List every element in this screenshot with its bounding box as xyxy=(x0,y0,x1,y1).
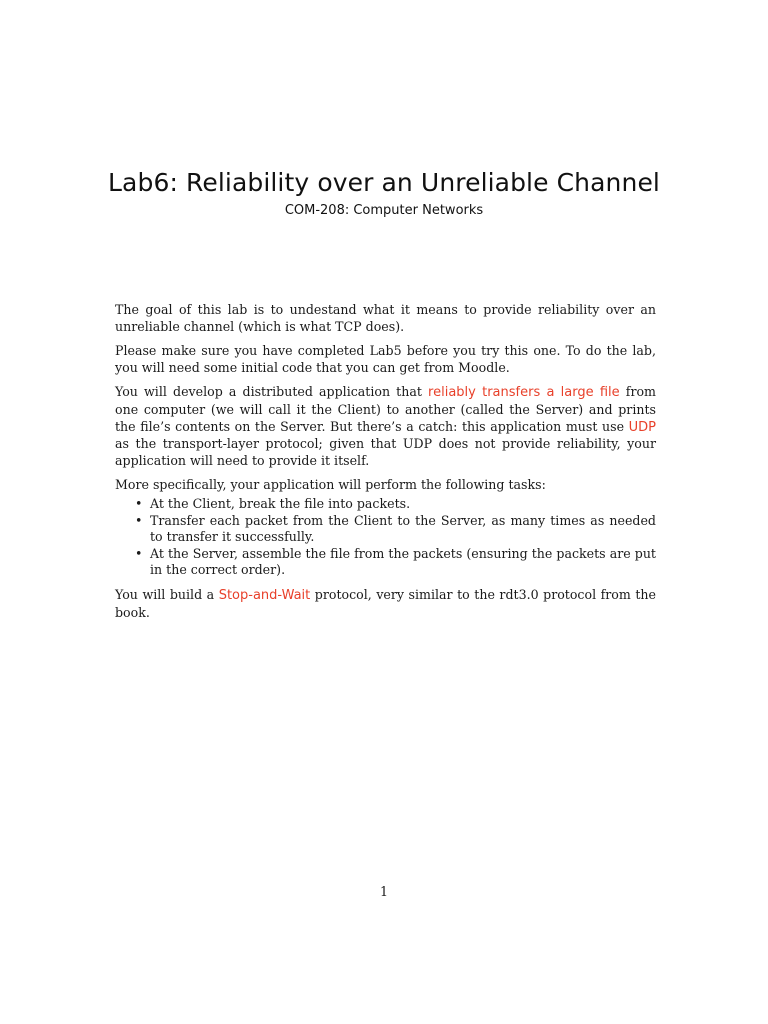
paragraph-goal: The goal of this lab is to undestand what it means to provide reliability over an unreliable channel (which is what TCP does). xyxy=(115,302,656,334)
paragraph-protocol xyxy=(115,587,656,621)
task-text: At the Client, break the file into packets. xyxy=(150,495,411,511)
list-item xyxy=(115,513,656,546)
page-title: Lab6: Reliability over an Unreliable Channel xyxy=(108,168,660,197)
bullet-icon: • xyxy=(135,545,143,561)
tasks-list xyxy=(115,496,656,579)
task-text: At the Server, assemble the file from the packets (ensuring the packets are put in the correct order). xyxy=(150,545,656,578)
page-number: 1 xyxy=(379,884,388,899)
protocol-text-pre: You will build a xyxy=(115,586,219,602)
highlight-stop-and-wait: Stop-and-Wait xyxy=(218,587,311,603)
course-subtitle: COM-208: Computer Networks xyxy=(284,203,484,218)
description-text-post: as the transport-layer protocol; given that UDP does not provide reliability, your application will need to provide it itself. xyxy=(115,436,656,468)
description-text-pre: You will develop a distributed application that xyxy=(115,384,429,400)
task-text: Transfer each packet from the Client to the Server, as many times as needed to transfer it successfully. xyxy=(150,512,656,545)
list-item xyxy=(115,546,656,579)
list-item xyxy=(115,496,656,513)
document-body xyxy=(115,302,656,629)
description-text-mid: from one computer (we will call it the Client) to another (called the Server) and prints the file’s contents on the Server. But there’s a catch: this application must use xyxy=(115,384,656,434)
protocol-text-post: protocol, very similar to the rdt3.0 protocol from the book. xyxy=(115,586,656,620)
highlight-reliable-transfer: reliably transfers a large file xyxy=(428,385,620,401)
highlight-udp: UDP xyxy=(628,419,656,435)
paragraph-description xyxy=(115,384,656,469)
paragraph-tasks-intro: More specifically, your application will perform the following tasks: xyxy=(115,477,546,493)
bullet-icon: • xyxy=(135,512,143,528)
paragraph-prerequisite: Please make sure you have completed Lab5 before you try this one. To do the lab, you will need some initial code that you can get from Moodle. xyxy=(115,343,656,375)
bullet-icon: • xyxy=(135,495,143,511)
